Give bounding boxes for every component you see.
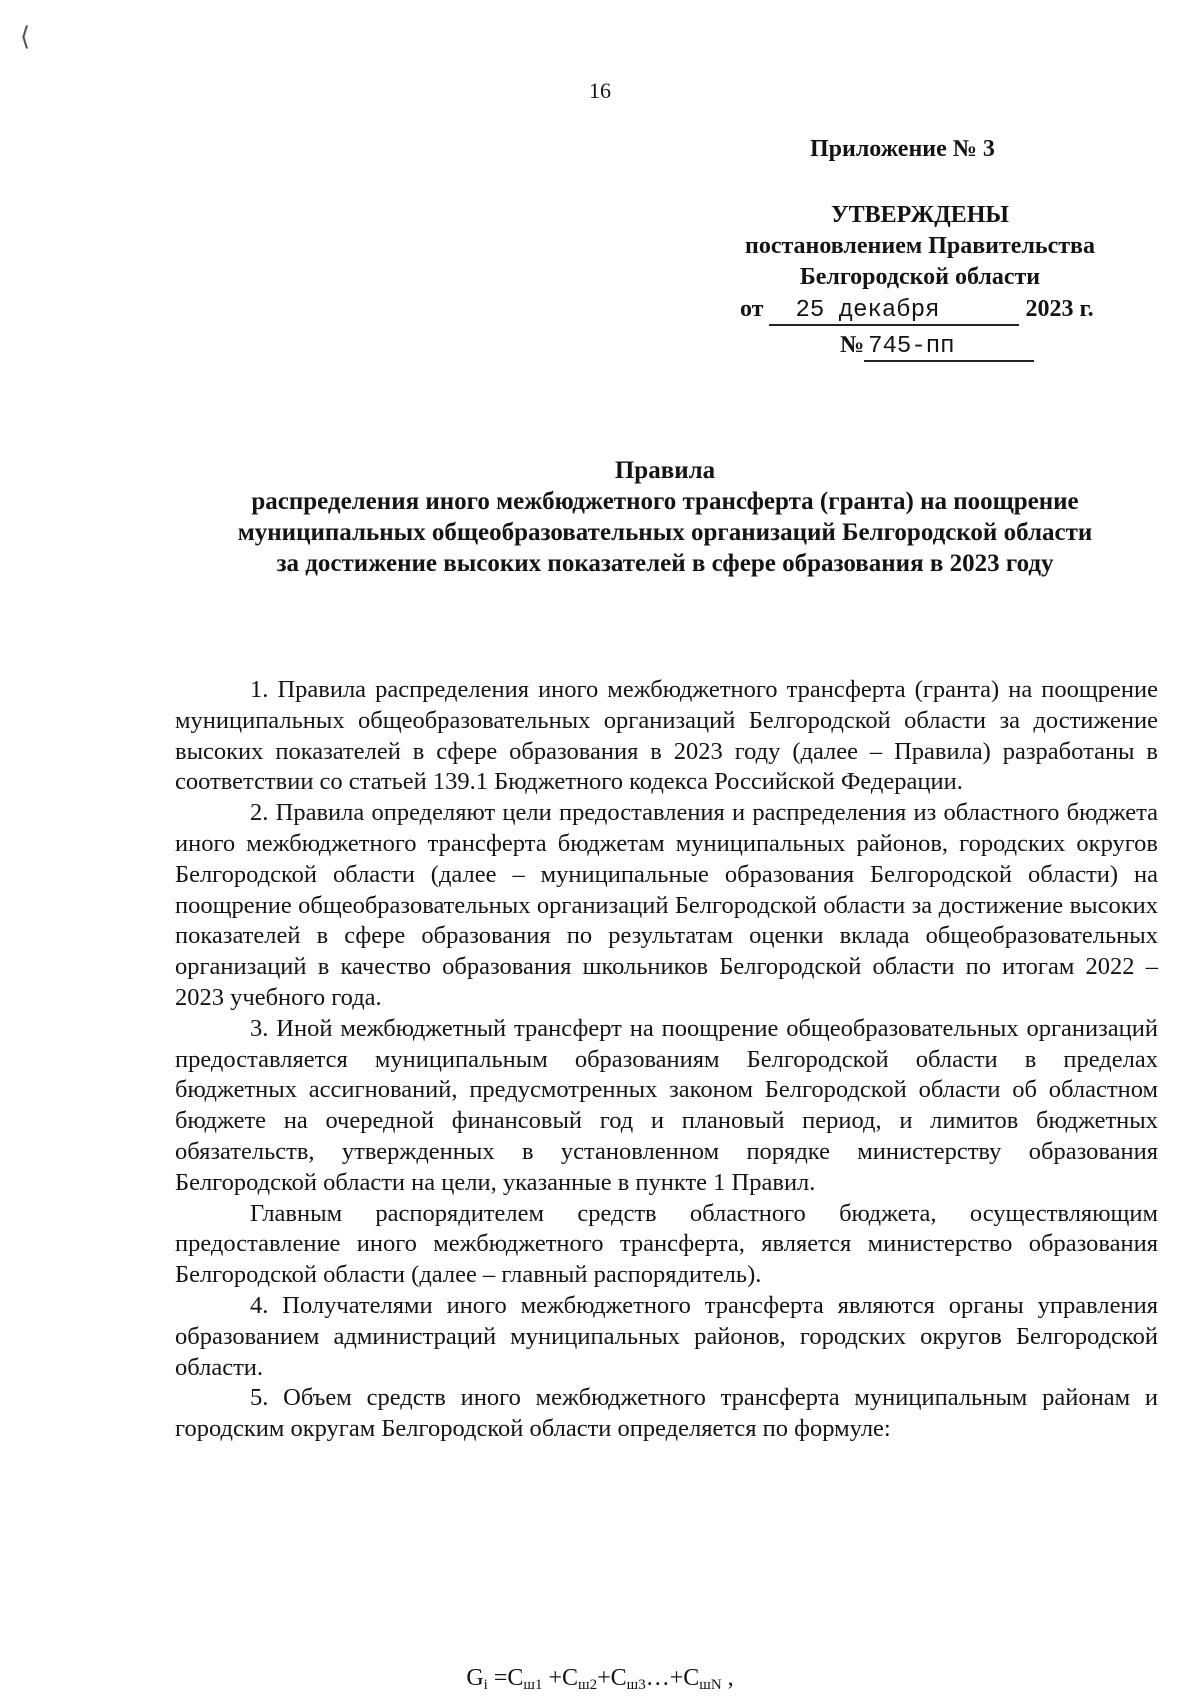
- formula-term-1: C: [507, 1665, 524, 1691]
- date-value: 25 декабря: [769, 298, 1019, 326]
- number-value: 745-пп: [864, 334, 1034, 362]
- title-line-2: распределения иного межбюджетного трансферта (гранта) на поощрение: [251, 488, 1079, 515]
- allocation-formula: [0, 1665, 1200, 1694]
- number-prefix: №: [840, 332, 865, 358]
- approval-date-line: [740, 296, 1094, 326]
- title-line-1: Правила: [614, 457, 716, 484]
- formula-lhs-sub: i: [483, 1677, 488, 1693]
- paragraph-3-continued: Главным распорядителем средств областного бюджета, осуществляющим предоставление иного межбюджетного трансферта, является министерство образования Белгородской области (далее – главный распорядитель).: [175, 1199, 1158, 1289]
- formula-term-1-sub: ш1: [523, 1677, 543, 1693]
- document-title: [170, 455, 1160, 579]
- approval-block: [700, 200, 1140, 293]
- formula-term-3: C: [610, 1665, 627, 1691]
- approval-region: Белгородской области: [799, 264, 1041, 290]
- date-prefix: от: [740, 296, 764, 322]
- title-line-3: муниципальных общеобразовательных организаций Белгородской области: [237, 519, 1093, 546]
- page-number: 16: [589, 78, 611, 103]
- approval-heading: УТВЕРЖДЕНЫ: [831, 202, 1009, 228]
- formula-ellipsis: …+: [645, 1665, 684, 1691]
- title-line-4: за достижение высоких показателей в сфере образования в 2023 году: [276, 550, 1054, 577]
- paragraph-2: 2. Правила определяют цели предоставления и распределения из областного бюджета иного межбюджетного трансферта бюджетам муниципальных районов, городских округов Белгородской области (далее – муниципальные образования Белгородской области) на поощрение общеобразовательных организаций Белгородской области за достижение высоких показателей в сфере образования по результатам оценки вклада общеобразовательных организаций в качество образования школьников Белгородской области по итогам 2022 – 2023 учебного года.: [175, 799, 1158, 1011]
- formula-plus-2: +: [597, 1665, 611, 1691]
- paragraph-4: 4. Получателями иного межбюджетного трансферта являются органы управления образованием администраций муниципальных районов, городских округов Белгородской области.: [175, 1291, 1158, 1381]
- approval-number-line: [840, 332, 1034, 362]
- scan-mark: ⟨: [20, 22, 31, 51]
- paragraph-3: 3. Иной межбюджетный трансферт на поощрение общеобразовательных организаций предоставляется муниципальным образованиям Белгородской области в пределах бюджетных ассигнований, предусмотренных законом Белгородской области об областном бюджете на очередной финансовый год и плановый период, и лимитов бюджетных обязательств, утвержденных в установленном порядке министерству образования Белгородской области на цели, указанные в пункте 1 Правил.: [175, 1014, 1158, 1196]
- formula-term-n-sub: шN: [699, 1677, 722, 1693]
- formula-tail: ,: [721, 1665, 734, 1691]
- document-body: [175, 675, 1158, 1445]
- paragraph-5: 5. Объем средств иного межбюджетного трансферта муниципальным районам и городским округам Белгородской области определяется по формуле:: [175, 1384, 1158, 1443]
- date-suffix: 2023 г.: [1025, 296, 1094, 322]
- formula-term-3-sub: ш3: [626, 1677, 646, 1693]
- formula-lhs: G: [466, 1665, 484, 1691]
- paragraph-1: 1. Правила распределения иного межбюджетного трансферта (гранта) на поощрение муниципальных общеобразовательных организаций Белгородской области за достижение высоких показателей в сфере образования в 2023 году (далее – Правила) разработаны в соответствии со статьей 139.1 Бюджетного кодекса Российской Федерации.: [175, 676, 1158, 796]
- formula-equals: =: [487, 1665, 508, 1691]
- formula-term-2-sub: ш2: [578, 1677, 598, 1693]
- appendix-label: Приложение № 3: [810, 136, 995, 162]
- formula-plus-1: +: [542, 1665, 563, 1691]
- formula-term-2: C: [562, 1665, 579, 1691]
- formula-term-n: C: [683, 1665, 700, 1691]
- approval-issuer: постановлением Правительства: [744, 233, 1095, 259]
